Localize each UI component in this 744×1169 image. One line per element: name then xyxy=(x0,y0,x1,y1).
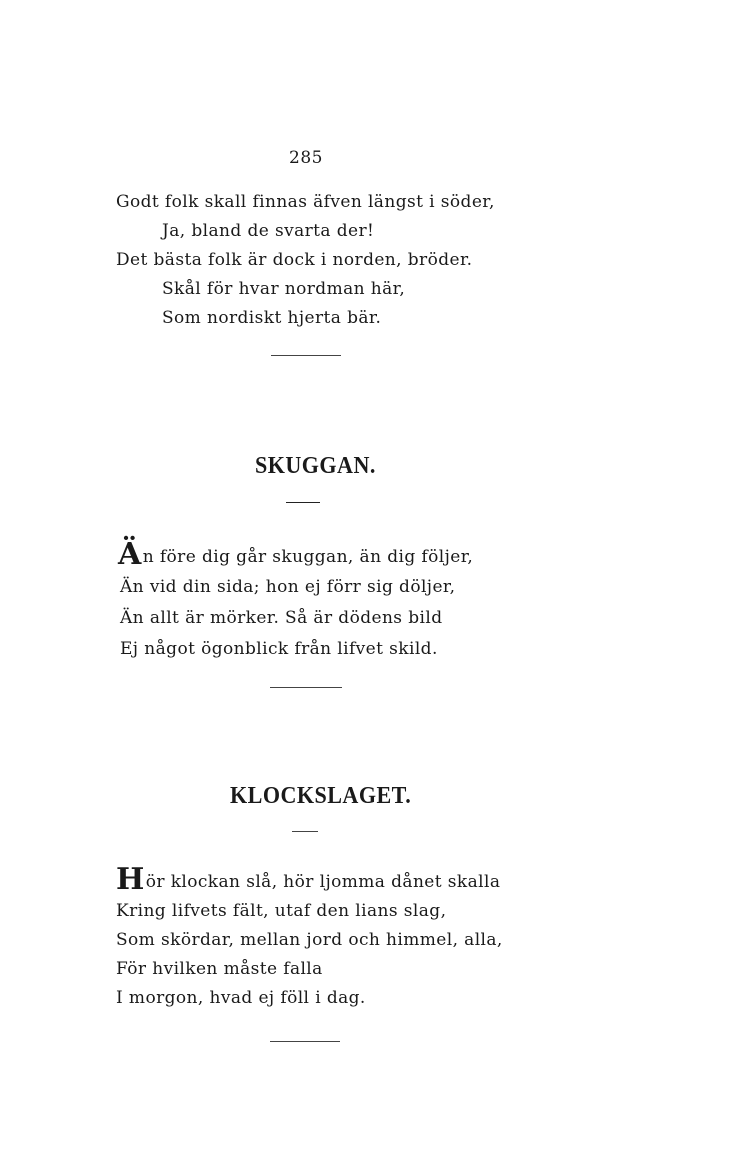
poem-title: SKUGGAN. xyxy=(255,453,376,479)
verse-line: Än allt är mörker. Så är dödens bild xyxy=(120,608,443,628)
verse-text: n före dig går skuggan, än dig följer, xyxy=(142,547,474,567)
verse-line: Som nordiskt hjerta bär. xyxy=(162,308,382,328)
verse-line: För hvilken måste falla xyxy=(116,959,323,979)
verse-line: Kring lifvets fält, utaf den lians slag, xyxy=(116,901,447,921)
page-number: 285 xyxy=(289,148,323,168)
title-rule xyxy=(292,831,318,832)
section-divider xyxy=(270,687,342,688)
verse-line: Godt folk skall finnas äfven längst i söder, xyxy=(116,192,495,212)
section-divider xyxy=(271,355,341,356)
verse-text: ör klockan slå, hör ljomma dånet skalla xyxy=(145,872,501,892)
drop-cap: Ä xyxy=(118,537,142,572)
verse-line: Som skördar, mellan jord och himmel, alla, xyxy=(116,930,503,950)
drop-cap: H xyxy=(116,862,145,897)
verse-line-first xyxy=(116,862,501,897)
poem-title: KLOCKSLAGET. xyxy=(230,783,412,809)
verse-line: Ej något ögonblick från lifvet skild. xyxy=(120,639,438,659)
verse-line-first xyxy=(118,537,474,572)
verse-line: Skål för hvar nordman här, xyxy=(162,279,406,299)
verse-line: Än vid din sida; hon ej förr sig döljer, xyxy=(120,577,456,597)
title-rule xyxy=(286,502,320,503)
verse-line: I morgon, hvad ej föll i dag. xyxy=(116,988,366,1008)
verse-line: Det bästa folk är dock i norden, bröder. xyxy=(116,250,473,270)
verse-line: Ja, bland de svarta der! xyxy=(162,221,375,241)
section-divider xyxy=(270,1041,340,1042)
